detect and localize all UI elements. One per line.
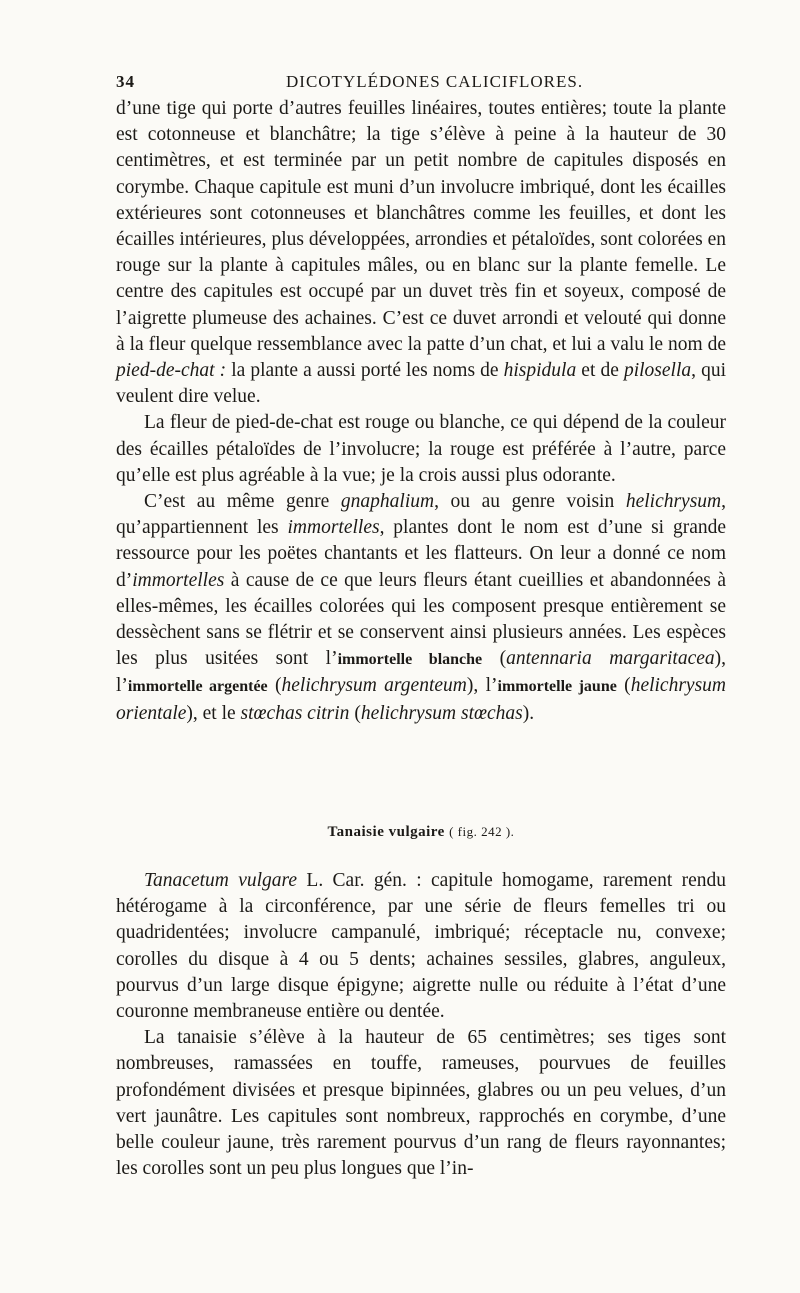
body-text-top: [116, 96, 726, 727]
running-header: [116, 72, 726, 98]
figure-reference: ( fig. 242 ).: [449, 824, 515, 839]
body-text-bottom: [116, 868, 726, 1182]
paragraph-tanaisie-description: La tanaisie s’élève à la hauteur de 65 centimètres; ses tiges sont nombreuses, ramassées en touffe, rameuses, pourvues de feuilles profondément divisées et presque bipinnées, glabres ou un peu velues, d’un vert jaunâtre. Les capitules sont nombreux, rapprochés en corymbe, d’une belle couleur jaune, très rarement pourvus d’un rang de fleurs rayonnantes; les corolles sont un peu plus longues que l’in-: [116, 1027, 726, 1180]
paragraph-fleur-couleur: La fleur de pied-de-chat est rouge ou blanche, ce qui dépend de la couleur des écailles pétaloïdes de l’involucre; la rouge est préférée à l’autre, parce qu’elle est plus agréable à la vue; je la crois aussi plus odorante.: [116, 412, 726, 486]
latin-name: Tanacetum vulgare: [144, 870, 298, 891]
term-pied-de-chat: pied-de-chat :: [116, 360, 227, 382]
paragraph-tanacetum-characters: Tanacetum vulgare L. Car. gén. : capitule homogame, rarement rendu hétérogame à la circonférence, par une série de fleurs femelles tri ou quadridentées; involucre campanulé, imbriqué; réceptacle nu, convexe; corolles du disque à 4 ou 5 dents; achaines sessiles, glabres, anguleux, pourvus d’un large disque épigyne; aigrette nulle ou réduite à l’état d’une couronne membraneuse entière ou dentée.: [116, 870, 726, 1023]
section-title: Tanaisie vulgaire: [327, 824, 445, 840]
species-immortelle-argentee: immortelle argentée: [127, 678, 268, 696]
species-immortelle-blanche: immortelle blanche: [337, 651, 483, 669]
running-title: DICOTYLÉDONES CALICIFLORES.: [286, 72, 584, 91]
species-immortelle-jaune: immortelle jaune: [497, 678, 617, 696]
term-hispidula: hispidula: [503, 360, 577, 382]
section-heading: [116, 824, 726, 841]
page-number: 34: [116, 72, 135, 91]
paragraph-continued: d’une tige qui porte d’autres feuilles linéaires, toutes entières; toute la plante est cotonneuse et blanchâtre; la tige s’élève à peine à la hauteur de 30 centimètres, et est terminée par un petit nombre de capitules disposés en corymbe. Chaque capitule est muni d’un involucre imbriqué, dont les écailles extérieures sont cotonneuses et blanchâtres comme les feuilles, et dont les écailles intérieures, plus développées, arrondies et pétaloïdes, sont colorées en rouge sur la plante à capitules mâles, ou en blanc sur la plante femelle. Le centre des capitules est occupé par un duvet très fin et soyeux, composé de l’aigrette plumeuse des achaines. C’est ce duvet arrondi et velouté qui donne à la fleur quelque ressemblance avec la patte d’un chat, et lui a valu le nom de pied-de-chat : la plante a aussi porté les noms de hispidula et de pilosella, qui veulent dire velue.: [116, 98, 726, 408]
term-pilosella: pilosella: [623, 360, 692, 382]
paragraph-immortelles: C’est au même genre gnaphalium, ou au genre voisin helichrysum, qu’appartiennent les immortelles, plantes dont le nom est d’une si grande ressource pour les poëtes chantants et les flatteurs. On leur a donné ce nom d’immortelles à cause de ce que leurs fleurs étant cueillies et abandonnées à elles-mêmes, les écailles colorées qui les composent presque entièrement se dessèchent sans se flétrir et se conservent ainsi plusieurs années. Les espèces les plus usitées sont l’immortelle blanche (antennaria margaritacea), l’immortelle argentée (helichrysum argenteum), l’immortelle jaune (helichrysum orientale), et le stœchas citrin (helichrysum stœchas).: [116, 491, 727, 724]
